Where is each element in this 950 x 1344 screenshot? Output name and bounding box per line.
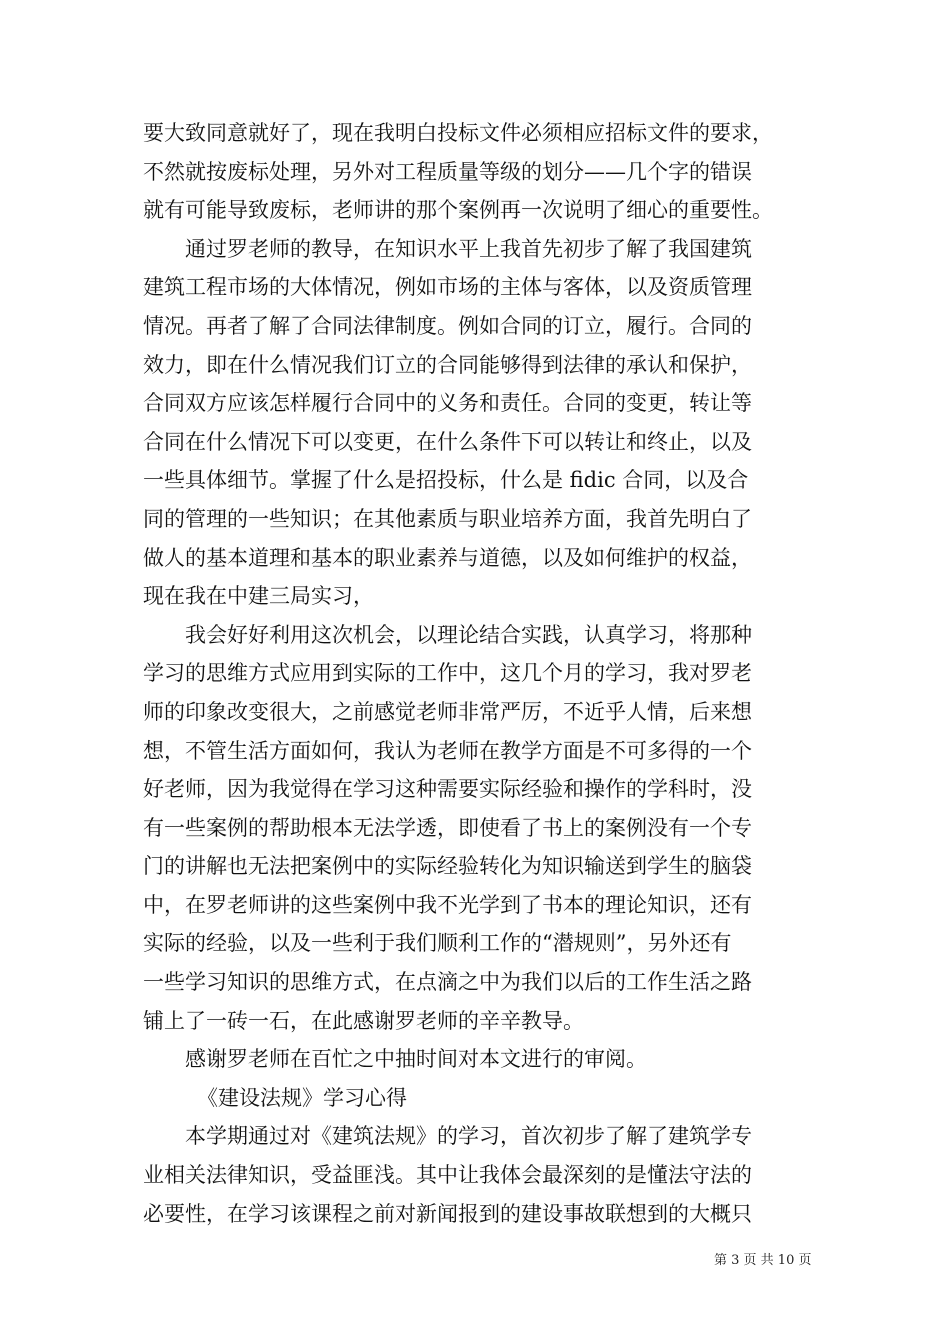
document-body xyxy=(143,114,815,1233)
body-line: 本学期通过对《建筑法规》的学习，首次初步了解了建筑学专 xyxy=(185,1124,752,1149)
body-line: 感谢罗老师在百忙之中抽时间对本文进行的审阅。 xyxy=(185,1047,647,1072)
body-line: 合同双方应该怎样履行合同中的义务和责任。合同的变更，转让等 xyxy=(143,391,752,416)
body-line: 好老师，因为我觉得在学习这种需要实际经验和操作的学科时，没 xyxy=(143,777,752,802)
body-line: 现在我在中建三局实习， xyxy=(143,584,374,609)
body-line: 必要性，在学习该课程之前对新闻报到的建设事故联想到的大概只 xyxy=(143,1201,752,1226)
section-title: 《建设法规》学习心得 xyxy=(197,1085,407,1110)
body-line: 一些具体细节。掌握了什么是招投标，什么是 fidic 合同，以及合 xyxy=(143,468,749,493)
body-line: 一些学习知识的思维方式，在点滴之中为我们以后的工作生活之路 xyxy=(143,970,752,995)
page-number-label: 第 3 页 共 10 页 xyxy=(714,1253,812,1268)
body-line: 业相关法律知识，受益匪浅。其中让我体会最深刻的是懂法守法的 xyxy=(143,1163,752,1188)
body-line: 铺上了一砖一石，在此感谢罗老师的辛辛教导。 xyxy=(143,1008,584,1033)
body-line: 实际的经验，以及一些利于我们顺利工作的“潜规则”，另外还有 xyxy=(143,931,732,956)
body-line: 效力，即在什么情况我们订立的合同能够得到法律的承认和保护， xyxy=(143,352,752,377)
body-line: 门的讲解也无法把案例中的实际经验转化为知识输送到学生的脑袋 xyxy=(143,854,752,879)
body-line: 通过罗老师的教导，在知识水平上我首先初步了解了我国建筑 xyxy=(185,236,752,261)
body-line: 有一些案例的帮助根本无法学透，即使看了书上的案例没有一个专 xyxy=(143,815,752,840)
body-line: 合同在什么情况下可以变更，在什么条件下可以转让和终止，以及 xyxy=(143,429,752,454)
body-line: 做人的基本道理和基本的职业素养与道德，以及如何维护的权益， xyxy=(143,545,752,570)
body-line: 学习的思维方式应用到实际的工作中，这几个月的学习，我对罗老 xyxy=(143,661,752,686)
body-line: 同的管理的一些知识；在其他素质与职业培养方面，我首先明白了 xyxy=(143,506,752,531)
body-line: 情况。再者了解了合同法律制度。例如合同的订立，履行。合同的 xyxy=(143,313,752,338)
body-line: 中，在罗老师讲的这些案例中我不光学到了书本的理论知识，还有 xyxy=(143,892,752,917)
body-line: 建筑工程市场的大体情况，例如市场的主体与客体，以及资质管理 xyxy=(143,275,752,300)
body-line: 师的印象改变很大，之前感觉老师非常严厉，不近乎人情，后来想 xyxy=(143,699,752,724)
body-line: 就有可能导致废标，老师讲的那个案例再一次说明了细心的重要性。 xyxy=(143,198,773,223)
body-line: 要大致同意就好了，现在我明白投标文件必须相应招标文件的要求， xyxy=(143,121,773,145)
body-line: 不然就按废标处理，另外对工程质量等级的划分——几个字的错误 xyxy=(143,159,752,184)
body-line: 想，不管生活方面如何，我认为老师在教学方面是不可多得的一个 xyxy=(143,738,752,763)
body-line: 我会好好利用这次机会，以理论结合实践，认真学习，将那种 xyxy=(185,622,752,647)
